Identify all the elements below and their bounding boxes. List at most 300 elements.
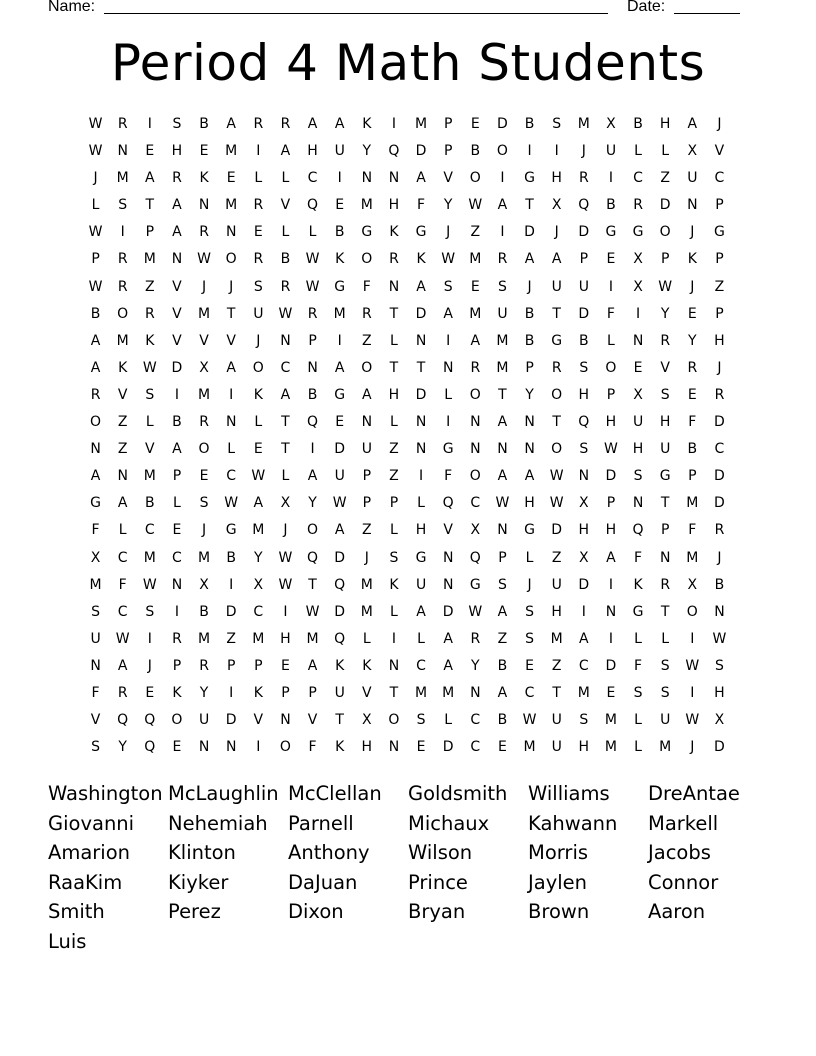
grid-letter: U [497,305,508,322]
grid-letter: W [142,576,157,593]
grid-letter: P [91,251,100,268]
grid-letter: A [90,359,101,376]
grid-letter: P [688,468,697,485]
grid-letter: A [334,359,345,376]
grid-letter: N [225,224,237,241]
grid-letter: L [634,712,642,729]
grid-letter: R [307,305,318,322]
grid-letter: N [90,657,101,674]
grid-letter: W [278,549,293,566]
grid-letter: F [362,278,371,295]
name-blank-line [104,13,608,14]
grid-letter: Q [117,712,129,729]
grid-letter: E [145,143,155,160]
grid-letter: U [660,441,671,458]
grid-letter: U [334,684,345,701]
grid-letter: N [415,441,427,458]
grid-letter: H [307,143,318,160]
grid-letter: S [714,657,724,674]
grid-letter: C [416,657,426,674]
grid-letter: V [117,386,128,403]
grid-letter: O [171,712,183,729]
grid-letter: H [714,332,725,349]
grid-letter: R [117,116,128,132]
grid-letter: M [415,684,428,701]
grid-letter: D [714,468,725,485]
grid-letter: R [117,278,128,295]
grid-letter: E [145,684,155,701]
grid-letter: O [117,305,129,322]
grid-letter: S [660,684,670,701]
grid-letter: X [633,251,643,268]
grid-letter: E [335,414,345,431]
grid-letter: D [442,739,454,756]
grid-letter: D [714,739,725,756]
grid-letter: U [687,170,698,187]
word-list-item: Washington [48,782,163,805]
grid-letter: G [632,224,644,241]
grid-letter: O [252,359,264,376]
grid-letter: H [280,630,291,647]
word-list-item: Luis [48,929,87,953]
grid-letter: O [496,143,508,160]
grid-letter: S [497,576,507,593]
grid-letter: R [117,251,128,268]
grid-letter: B [687,441,698,458]
grid-letter: X [633,386,643,403]
grid-letter: I [418,468,424,485]
grid-letter: A [443,630,453,647]
grid-letter: N [659,549,671,566]
grid-letter: F [634,549,643,566]
grid-letter: I [635,305,641,322]
word-list-item: Markell [648,811,719,835]
grid-letter: A [172,224,182,241]
grid-letter: D [714,495,725,512]
grid-letter: M [198,305,211,322]
grid-letter: N [280,332,291,349]
grid-letter: W [468,197,483,214]
grid-letter: L [390,603,398,620]
grid-letter: B [307,386,318,403]
grid-letter: E [253,224,263,241]
grid-letter: L [91,197,100,214]
grid-letter: I [581,603,586,620]
grid-letter: V [253,712,264,729]
grid-letter: P [606,495,616,512]
grid-letter: N [171,576,183,593]
grid-letter: S [579,359,589,376]
grid-letter: A [226,359,236,376]
grid-letter: N [280,712,291,729]
grid-letter: F [688,522,697,539]
grid-letter: Y [660,305,670,322]
grid-letter: E [172,522,182,539]
grid-letter: N [117,468,128,485]
grid-letter: R [117,684,128,701]
grid-letter: E [633,359,643,376]
grid-letter: H [632,441,644,458]
grid-letter: C [470,739,481,756]
grid-letter: Q [334,630,346,647]
grid-letter: H [361,739,373,756]
grid-letter: N [497,441,508,458]
grid-letter: V [660,359,670,376]
grid-letter: E [335,197,345,214]
grid-letter: D [171,359,183,376]
grid-letter: G [659,468,671,485]
grid-letter: G [442,441,454,458]
grid-letter: R [199,224,209,241]
grid-letter: W [251,468,266,485]
word-list-item: Jacobs [648,841,711,865]
grid-letter: J [201,278,207,295]
grid-letter: R [172,630,182,647]
grid-letter: L [227,441,236,458]
grid-letter: M [360,197,373,214]
grid-letter: C [633,170,643,187]
grid-letter: M [198,549,211,566]
grid-letter: S [633,684,643,701]
grid-letter: I [608,170,613,187]
grid-letter: W [468,603,483,620]
grid-letter: N [605,603,617,620]
grid-letter: A [145,170,155,187]
grid-letter: E [416,739,426,756]
grid-letter: W [658,278,673,295]
grid-letter: A [334,116,345,132]
grid-letter: M [469,305,482,322]
grid-letter: W [142,359,157,376]
grid-letter: F [417,197,426,214]
grid-letter: G [632,603,644,620]
grid-letter: E [281,657,290,674]
grid-letter: L [634,630,642,647]
grid-letter: F [308,739,317,756]
grid-letter: J [690,278,695,295]
grid-letter: W [305,278,320,295]
grid-letter: A [416,603,426,620]
grid-letter: S [91,739,100,756]
grid-letter: P [389,495,399,512]
grid-letter: J [229,278,234,295]
grid-letter: B [226,549,236,566]
grid-letter: R [714,522,725,539]
grid-letter: W [522,712,537,729]
grid-letter: W [495,495,510,512]
grid-letter: X [199,359,209,376]
grid-letter: Z [389,441,399,458]
grid-letter: D [334,549,346,566]
grid-letter: X [253,576,264,593]
grid-letter: K [416,251,426,268]
grid-letter: G [524,522,535,539]
grid-letter: C [714,170,725,187]
grid-letter: Q [632,522,644,539]
grid-letter: H [605,414,617,431]
word-list-item: Perez [168,900,221,924]
grid-letter: U [660,712,671,729]
grid-letter: R [253,197,264,214]
grid-letter: Y [362,143,372,160]
grid-letter: M [198,630,211,647]
grid-letter: V [362,684,372,701]
grid-letter: J [446,224,451,241]
grid-letter: L [417,495,425,512]
grid-letter: H [551,170,562,187]
grid-letter: R [199,657,209,674]
grid-letter: E [687,305,697,322]
grid-letter: A [524,251,535,268]
grid-letter: N [388,278,400,295]
grid-letter: C [117,549,128,566]
grid-letter: N [578,468,590,485]
grid-letter: Q [307,414,319,431]
grid-letter: N [388,739,400,756]
grid-letter: L [525,549,534,566]
word-list-item: Prince [408,870,468,894]
grid-letter: O [686,603,698,620]
grid-letter: N [497,522,508,539]
grid-letter: W [712,630,727,647]
grid-letter: K [253,684,263,701]
word-list-item: Williams [528,782,610,805]
grid-letter: M [577,116,590,132]
grid-letter: B [470,143,481,160]
grid-letter: K [633,576,643,593]
grid-letter: D [225,712,237,729]
grid-letter: D [415,386,427,403]
grid-letter: E [498,739,507,756]
grid-letter: W [88,224,103,241]
grid-letter: T [552,305,561,322]
grid-letter: T [335,712,344,729]
grid-letter: X [470,522,481,539]
grid-letter: C [578,657,589,674]
word-list-item: Aaron [648,900,706,924]
grid-letter: E [470,278,480,295]
grid-letter: A [497,414,508,431]
grid-letter: Z [497,630,508,647]
grid-letter: V [90,712,101,729]
grid-letter: W [549,468,564,485]
grid-letter: R [660,576,671,593]
grid-letter: I [256,143,261,160]
grid-letter: E [606,251,616,268]
grid-letter: O [659,224,671,241]
grid-letter: H [388,197,400,214]
grid-letter: N [470,441,481,458]
grid-letter: S [660,657,670,674]
grid-letter: A [416,170,426,187]
grid-letter: S [525,630,534,647]
grid-letter: J [364,549,369,566]
letter-grid [82,111,733,761]
grid-letter: H [578,739,590,756]
grid-letter: I [337,170,342,187]
grid-letter: A [443,657,453,674]
grid-letter: Z [226,630,236,647]
word-list-item: Parnell [288,811,354,835]
grid-letter: L [281,468,290,485]
grid-letter: R [470,630,481,647]
grid-letter: M [89,576,102,593]
grid-letter: A [470,332,481,349]
word-list-item: Jaylen [528,870,588,894]
grid-letter: M [360,603,373,620]
word-list-item: Brown [528,900,590,924]
grid-letter: L [390,522,398,539]
word-list-item: McClellan [288,782,382,805]
grid-letter: O [361,251,373,268]
grid-letter: M [577,684,590,701]
grid-letter: U [551,278,562,295]
grid-letter: T [416,359,426,376]
grid-letter: J [581,143,586,160]
grid-letter: E [606,684,616,701]
grid-letter: K [687,251,697,268]
grid-letter: Q [307,197,319,214]
grid-letter: B [606,197,616,214]
word-list-item: Nehemiah [168,811,268,835]
grid-letter: J [201,522,207,539]
grid-letter: I [229,576,234,593]
grid-letter: A [606,549,616,566]
grid-letter: N [415,414,427,431]
grid-letter: R [389,251,399,268]
grid-letter: A [551,251,562,268]
grid-letter: X [579,495,589,512]
grid-letter: V [307,712,318,729]
grid-letter: N [687,197,698,214]
grid-letter: N [442,359,454,376]
grid-letter: L [634,739,642,756]
grid-letter: I [690,684,695,701]
grid-letter: G [361,224,373,241]
grid-letter: A [307,468,318,485]
grid-letter: A [497,197,508,214]
grid-letter: E [525,657,534,674]
grid-letter: Q [578,414,590,431]
grid-letter: W [685,712,700,729]
grid-letter: P [308,332,317,349]
grid-letter: B [497,657,508,674]
grid-letter: M [225,143,238,160]
grid-letter: A [90,468,101,485]
grid-letter: R [280,278,291,295]
grid-letter: J [717,116,722,132]
grid-letter: Y [525,386,534,403]
grid-letter: S [145,603,155,620]
grid-letter: O [388,712,400,729]
grid-letter: W [549,495,564,512]
grid-letter: H [605,522,617,539]
grid-letter: P [715,251,724,268]
grid-letter: G [524,170,535,187]
grid-letter: G [415,549,427,566]
grid-letter: N [117,143,128,160]
grid-letter: P [145,224,155,241]
grid-letter: J [690,739,695,756]
grid-letter: B [579,332,589,349]
grid-letter: W [88,116,103,132]
grid-letter: G [90,495,101,512]
grid-letter: T [498,386,507,403]
grid-letter: M [686,495,699,512]
grid-letter: D [659,197,671,214]
grid-letter: K [389,576,399,593]
grid-letter: F [91,522,100,539]
grid-letter: L [254,170,263,187]
grid-letter: K [253,386,263,403]
grid-letter: M [306,630,319,647]
grid-letter: L [634,143,642,160]
grid-letter: S [253,278,263,295]
grid-letter: B [334,224,345,241]
word-list-item: Morris [528,841,589,865]
grid-letter: X [199,576,209,593]
grid-letter: L [390,414,398,431]
grid-letter: U [198,712,210,729]
grid-letter: P [172,657,182,674]
grid-letter: E [253,441,263,458]
grid-letter: L [661,143,670,160]
grid-letter: C [714,441,725,458]
grid-letter: A [253,495,264,512]
grid-letter: I [608,278,613,295]
grid-letter: N [225,739,237,756]
grid-letter: H [578,522,590,539]
grid-letter: T [389,684,399,701]
grid-letter: B [633,116,643,132]
grid-letter: P [579,251,589,268]
word-list-item: RaaKim [48,870,123,894]
grid-letter: V [443,170,453,187]
grid-letter: Z [117,441,128,458]
grid-letter: A [172,197,182,214]
grid-letter: H [388,386,400,403]
grid-letter: Z [117,414,128,431]
grid-letter: T [281,414,290,431]
grid-letter: N [470,684,481,701]
grid-letter: T [145,197,155,214]
grid-letter: G [225,522,237,539]
grid-letter: P [281,684,290,701]
grid-letter: U [578,278,589,295]
grid-letter: N [225,414,237,431]
grid-letter: Z [551,549,562,566]
grid-letter: A [687,116,698,132]
grid-letter: J [554,224,559,241]
grid-letter: P [660,522,670,539]
grid-letter: B [524,305,535,322]
grid-letter: P [443,116,453,132]
grid-letter: I [174,386,179,403]
grid-letter: M [198,386,211,403]
grid-letter: Z [660,170,670,187]
grid-letter: A [497,603,508,620]
grid-letter: P [362,468,372,485]
grid-letter: W [278,576,293,593]
grid-letter: U [551,739,562,756]
grid-letter: E [172,739,182,756]
grid-letter: V [199,332,209,349]
grid-letter: B [524,116,535,132]
grid-letter: A [524,468,535,485]
grid-letter: J [147,657,152,674]
grid-letter: M [116,332,129,349]
grid-letter: I [256,739,261,756]
